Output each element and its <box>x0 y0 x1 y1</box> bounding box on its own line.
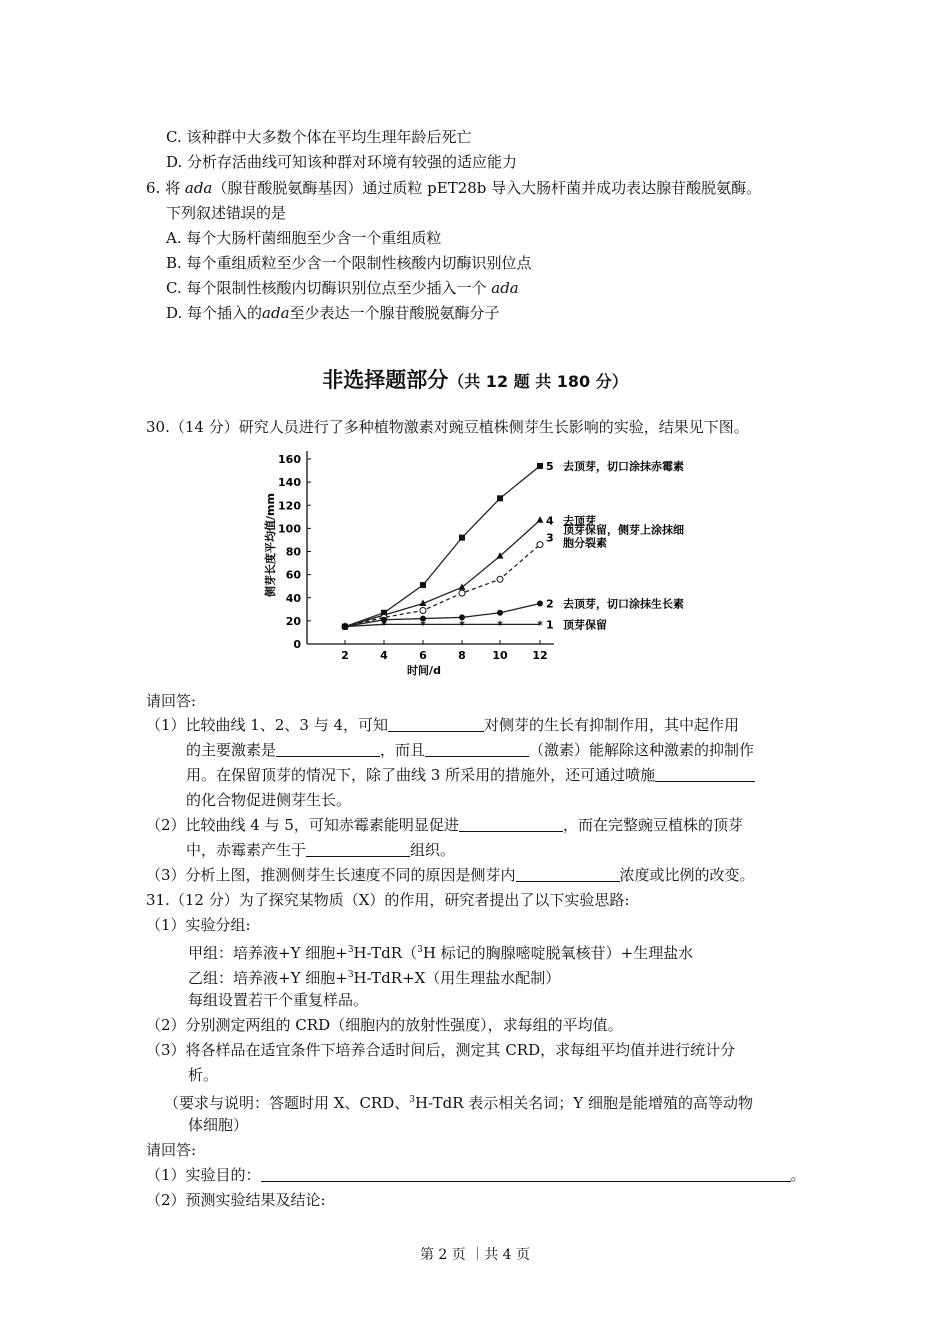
data-point <box>537 516 544 523</box>
q6-line2-post: 的是 <box>256 204 287 222</box>
data-point <box>459 590 465 596</box>
q31-a1-end: 。 <box>790 1166 806 1184</box>
series-number-5: 5 <box>546 459 554 473</box>
series-line-2 <box>345 604 540 627</box>
section-heading <box>0 364 950 394</box>
q30-p1-text2: 对侧芽的生长有抑制作用，其中起作用 <box>484 716 740 734</box>
series-name-3: 顶芽保留，侧芽上涂抹细胞分裂素 <box>563 523 684 550</box>
q6-option-b: B. 每个重组质粒至少含一个限制性核酸内切酶识别位点 <box>166 254 532 272</box>
data-point <box>420 607 426 613</box>
q30-p2-text2: ，而在完整豌豆植株的顶芽 <box>562 816 743 834</box>
data-point: * <box>537 618 543 632</box>
q30-p3-text: （3）分析上图，推测侧芽生长速度不同的原因是侧芽内 <box>146 866 516 884</box>
y-tick-label: 100 <box>278 522 301 536</box>
q31-g1-text: 甲组：培养液+Y 细胞+ <box>188 944 348 962</box>
data-point: * <box>459 618 465 632</box>
data-point <box>497 495 503 501</box>
q31-g2-text2: H-TdR+X（用生理盐水配制） <box>353 969 561 987</box>
q31-note-text: （要求与说明：答题时用 X、CRD、 <box>164 1094 410 1112</box>
series-name-5: 去顶芽，切口涂抹赤霉素 <box>563 459 684 473</box>
data-point <box>459 535 465 541</box>
q5-option-c: C. 该种群中大多数个体在平均生理年龄后死亡 <box>166 128 472 146</box>
section-title: 非选择题部分 <box>322 368 449 392</box>
q6-option-d-gene: ada <box>262 304 290 322</box>
x-tick-label: 6 <box>419 649 427 662</box>
data-point <box>459 583 466 590</box>
q31-group-yi <box>188 964 560 989</box>
x-axis-label: 时间/d <box>407 664 441 677</box>
y-tick-label: 140 <box>278 476 301 490</box>
q31-prompt: 请回答: <box>146 1141 197 1159</box>
answer-blank-6[interactable] <box>306 840 410 857</box>
data-point <box>537 463 543 469</box>
data-point <box>537 542 543 548</box>
q31-answer2: （2）预测实验结果及结论: <box>146 1191 326 1209</box>
q31-stem: 31.（12 分）为了探究某物质（X）的作用，研究者提出了以下实验思路: <box>146 891 630 909</box>
q30-p2-l2-text2: 组织。 <box>410 841 456 859</box>
data-point: * <box>497 618 503 632</box>
q6-emphasis-wrong: 错误 · <box>226 202 256 224</box>
q6-option-a: A. 每个大肠杆菌细胞至少含一个重组质粒 <box>166 229 442 247</box>
q30-part3 <box>146 864 755 886</box>
section-subtitle: （共 12 题 共 180 分） <box>448 372 628 391</box>
answer-blank-4[interactable] <box>655 765 755 782</box>
series-line-1 <box>345 624 540 626</box>
q30-part1-line1 <box>146 714 739 736</box>
q30-part1-line2 <box>186 739 754 761</box>
q31-g2-sup: 3 <box>347 970 354 980</box>
x-tick-label: 8 <box>458 649 466 662</box>
answer-blank-7[interactable] <box>516 865 620 882</box>
q31-note-line2: 体细胞） <box>188 1116 249 1134</box>
q6-option-d-text: D. 每个插入的 <box>166 304 263 322</box>
q31-step1: （1）实验分组: <box>146 916 251 934</box>
series-number-2: 2 <box>546 597 554 611</box>
q6-stem-line2 <box>166 202 286 224</box>
y-tick-label: 0 <box>293 638 301 651</box>
q6-option-c-text: C. 每个限制性核酸内切酶识别位点至少插入一个 <box>166 279 487 297</box>
q31-repeat-note: 每组设置若干个重复样品。 <box>188 991 369 1009</box>
q30-line-chart <box>262 445 722 677</box>
data-point: * <box>381 618 387 632</box>
x-tick-label: 12 <box>532 649 548 662</box>
q31-answer1 <box>146 1164 806 1186</box>
q30-part1-line3 <box>186 764 755 786</box>
data-point: * <box>420 618 426 632</box>
q30-p2-text: （2）比较曲线 4 与 5，可知赤霉素能明显促进 <box>146 816 459 834</box>
answer-blank-5[interactable] <box>459 815 563 832</box>
series-number-3: 3 <box>546 531 554 545</box>
q5-option-d: D. 分析存活曲线可知该种群对环境有较强的适应能力 <box>166 153 518 171</box>
q30-p1-text: （1）比较曲线 1、2、3 与 4，可知 <box>146 716 389 734</box>
q30-prompt: 请回答: <box>146 692 197 710</box>
q31-group-jia <box>188 939 693 964</box>
series-name-1: 顶芽保留 <box>563 618 607 632</box>
answer-blank-2[interactable] <box>276 740 380 757</box>
series-line-3 <box>345 545 540 627</box>
q30-p1-l2-text3: （激素）能解除这种激素的抑制作 <box>529 741 755 759</box>
series-number-4: 4 <box>546 514 554 528</box>
q31-note-text2: H-TdR 表示相关名词；Y 细胞是能增殖的高等动物 <box>414 1094 753 1112</box>
q30-part1-line4: 的化合物促进侧芽生长。 <box>186 791 352 809</box>
q6-number: 6. 将 <box>146 179 181 197</box>
y-tick-label: 40 <box>285 591 301 605</box>
y-tick-label: 80 <box>285 545 301 559</box>
q6-option-d <box>166 302 500 324</box>
q30-p2-l2-text: 中，赤霉素产生于 <box>186 841 307 859</box>
y-tick-label: 160 <box>278 453 301 466</box>
q30-p3-text2: 浓度或比例的改变。 <box>619 866 755 884</box>
y-tick-label: 120 <box>278 499 301 513</box>
answer-blank-1[interactable] <box>388 715 484 732</box>
series-number-1: 1 <box>546 618 554 632</box>
q6-gene: ada <box>184 179 213 197</box>
y-tick-label: 60 <box>285 568 301 582</box>
q31-g1-text3: H 标记的胸腺嘧啶脱氧核苷）+生理盐水 <box>422 944 694 962</box>
q30-part2-line2 <box>186 839 455 861</box>
data-point <box>497 610 503 616</box>
q31-g2-text: 乙组：培养液+Y 细胞+ <box>188 969 348 987</box>
q31-g1-text2: H-TdR（ <box>353 944 418 962</box>
y-tick-label: 20 <box>285 614 301 628</box>
q31-step2: （2）分别测定两组的 CRD（细胞内的放射性强度），求每组的平均值。 <box>146 1016 623 1034</box>
x-tick-label: 2 <box>341 649 349 662</box>
q31-step3-line2: 析。 <box>188 1066 219 1084</box>
data-point <box>537 601 543 607</box>
q30-p1-l2-text2: ，而且 <box>380 741 426 759</box>
data-point <box>420 582 426 588</box>
data-point <box>497 576 503 582</box>
y-axis-label: 侧芽长度平均值/mm <box>264 493 277 597</box>
q6-option-c <box>166 277 519 299</box>
answer-blank-purpose[interactable] <box>261 1165 791 1182</box>
q31-note-line1 <box>164 1089 753 1114</box>
q31-g1-sup2: 3 <box>417 945 423 955</box>
q6-line2-pre: 下列叙述 <box>166 204 227 222</box>
page-footer: 第 2 页 ｜共 4 页 <box>419 1247 531 1263</box>
q31-note-sup: 3 <box>409 1095 415 1105</box>
q6-option-d-text2: 至少表达一个腺苷酸脱氨酶分子 <box>289 304 500 322</box>
x-tick-label: 10 <box>492 649 508 662</box>
q31-step3-line1: （3）将各样品在适宜条件下培养合适时间后，测定其 CRD，求每组平均值并进行统计分 <box>146 1041 736 1059</box>
q31-g1-sup: 3 <box>347 945 354 955</box>
q30-p1-l3-text: 用。在保留顶芽的情况下，除了曲线 3 所采用的措施外，还可通过喷施 <box>186 766 656 784</box>
series-name-2: 去顶芽，切口涂抹生长素 <box>563 597 684 611</box>
q30-p1-l2-text: 的主要激素是 <box>186 741 277 759</box>
data-point: * <box>342 620 348 634</box>
q30-part2-line1 <box>146 814 743 836</box>
answer-blank-3[interactable] <box>425 740 529 757</box>
x-tick-label: 4 <box>380 649 388 662</box>
q6-option-c-gene: ada <box>491 279 519 297</box>
q6-stem <box>146 177 761 199</box>
q30-stem: 30.（14 分）研究人员进行了多种植物激素对豌豆植株侧芽生长影响的实验，结果见下图。 <box>146 418 749 436</box>
series-name-4: 去顶芽 <box>563 514 596 528</box>
q6-stem-text: （腺苷酸脱氨酶基因）通过质粒 pET28b 导入大肠杆菌并成功表达腺苷酸脱氨酶。 <box>212 179 762 197</box>
q31-a1-label: （1）实验目的： <box>146 1166 261 1184</box>
